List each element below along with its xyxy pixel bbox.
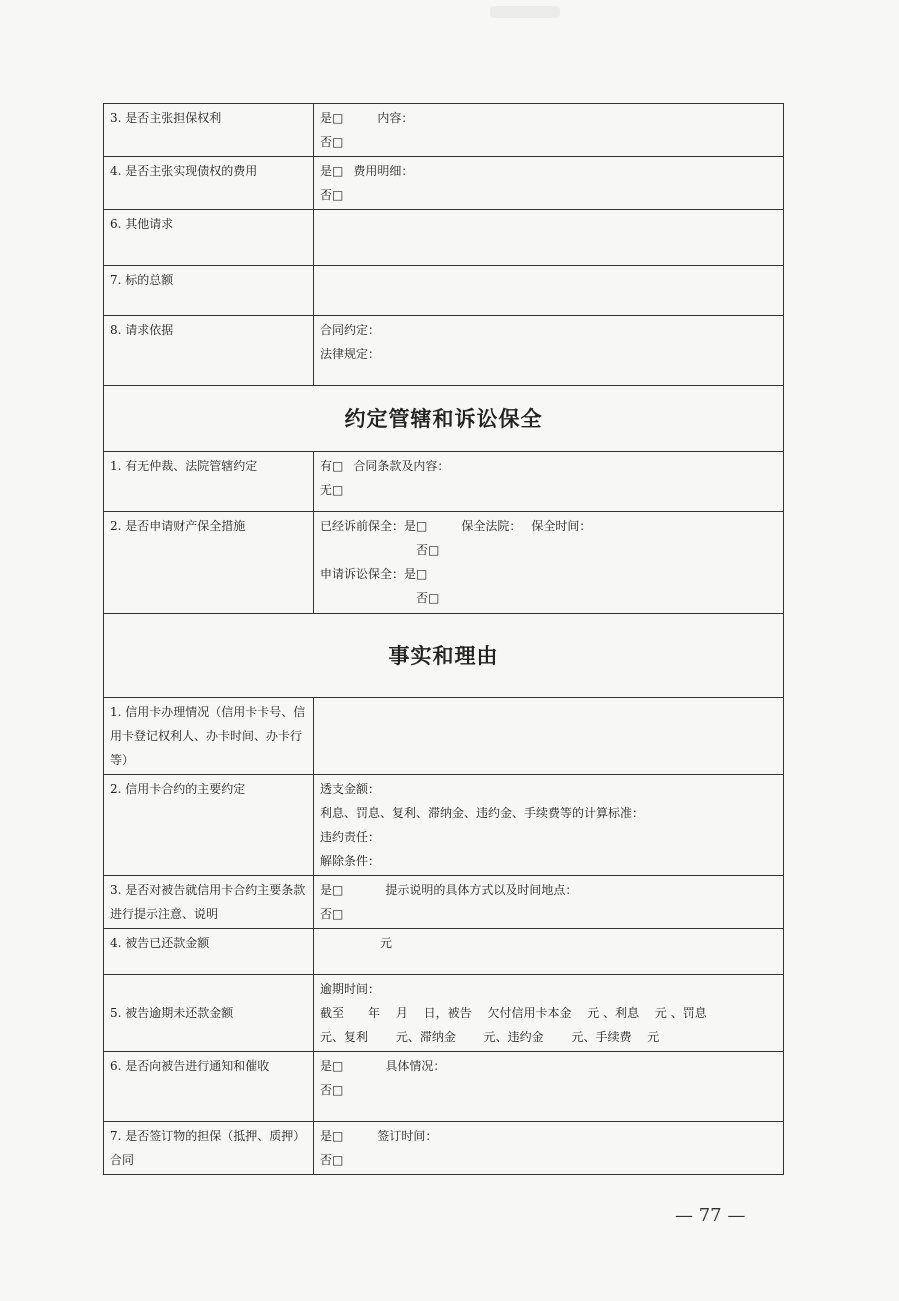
row-label: 8. 请求依据 [104, 316, 314, 386]
row-value-empty[interactable] [314, 210, 784, 266]
row-label: 3. 是否对被告就信用卡合约主要条款进行提示注意、说明 [104, 876, 314, 929]
complaint-form-table [103, 103, 784, 1175]
content-label: 内容： [377, 111, 414, 125]
table-row [104, 266, 784, 316]
content-label: 提示说明的具体方式以及时间地点： [385, 883, 578, 897]
pre-suit-preservation-checkbox[interactable]: 已经诉前保全：是□ [320, 519, 428, 533]
overdue-amount-line: 截至 年 月 日，被告 欠付信用卡本金 元 、利息 元 、罚息 [320, 1006, 707, 1020]
row-value [314, 876, 784, 929]
row-value [314, 929, 784, 975]
table-row [104, 452, 784, 512]
row-value [314, 1122, 784, 1175]
overdue-amount-line-2: 元、复利 元、滞纳金 元、违约金 元、手续费 元 [320, 1030, 660, 1044]
yes-checkbox[interactable]: 是□ [320, 111, 344, 125]
table-row [104, 1052, 784, 1122]
content-label: 具体情况： [385, 1059, 446, 1073]
table-row [104, 104, 784, 157]
no-checkbox[interactable]: 否□ [320, 1083, 344, 1097]
row-value-empty[interactable] [314, 698, 784, 775]
yes-checkbox[interactable]: 有□ [320, 459, 344, 473]
row-label: 5. 被告逾期未还款金额 [104, 975, 314, 1052]
no-checkbox[interactable]: 否□ [320, 1153, 344, 1167]
legal-provision-label: 法律规定： [320, 347, 381, 361]
overdue-time-label: 逾期时间： [320, 982, 381, 996]
contract-agreement-label: 合同约定： [320, 323, 381, 337]
table-row [104, 512, 784, 614]
section-header-row [104, 614, 784, 698]
row-label: 1. 信用卡办理情况（信用卡卡号、信用卡登记权利人、办卡时间、办卡行等） [104, 698, 314, 775]
row-value [314, 512, 784, 614]
table-row [104, 775, 784, 876]
table-row [104, 876, 784, 929]
preservation-court-label: 保全法院： [461, 519, 522, 533]
table-row [104, 929, 784, 975]
no-checkbox[interactable]: 否□ [416, 543, 440, 557]
scan-watermark [490, 6, 560, 18]
overdraft-amount-label: 透支金额： [320, 782, 381, 796]
no-checkbox[interactable]: 无□ [320, 483, 344, 497]
page-number: — 77 — [675, 1205, 746, 1226]
row-value [314, 104, 784, 157]
fee-standard-label: 利息、罚息、复利、滞纳金、违约金、手续费等的计算标准： [320, 806, 645, 820]
row-label: 7. 是否签订物的担保（抵押、质押）合同 [104, 1122, 314, 1175]
liability-label: 违约责任： [320, 830, 381, 844]
table-row [104, 157, 784, 210]
litigation-preservation-checkbox[interactable]: 申请诉讼保全：是□ [320, 567, 428, 581]
yes-checkbox[interactable]: 是□ [320, 164, 344, 178]
row-label: 7. 标的总额 [104, 266, 314, 316]
content-label: 费用明细： [353, 164, 414, 178]
row-value [314, 1052, 784, 1122]
row-label: 4. 被告已还款金额 [104, 929, 314, 975]
no-checkbox[interactable]: 否□ [320, 907, 344, 921]
yes-checkbox[interactable]: 是□ [320, 1059, 344, 1073]
row-label: 6. 其他请求 [104, 210, 314, 266]
row-label: 6. 是否向被告进行通知和催收 [104, 1052, 314, 1122]
content-label: 合同条款及内容： [353, 459, 450, 473]
section-header-row [104, 386, 784, 452]
unit-label: 元 [380, 936, 393, 950]
table-row [104, 698, 784, 775]
row-label: 4. 是否主张实现债权的费用 [104, 157, 314, 210]
no-checkbox[interactable]: 否□ [320, 188, 344, 202]
row-label: 2. 是否申请财产保全措施 [104, 512, 314, 614]
preservation-time-label: 保全时间： [531, 519, 592, 533]
yes-checkbox[interactable]: 是□ [320, 883, 344, 897]
content-label: 签订时间： [377, 1129, 438, 1143]
table-row [104, 1122, 784, 1175]
row-value [314, 975, 784, 1052]
yes-checkbox[interactable]: 是□ [320, 1129, 344, 1143]
section-title: 约定管辖和诉讼保全 [104, 386, 784, 452]
table-row [104, 210, 784, 266]
table-row [104, 316, 784, 386]
section-title: 事实和理由 [104, 614, 784, 698]
row-label: 3. 是否主张担保权利 [104, 104, 314, 157]
table-row [104, 975, 784, 1052]
no-checkbox[interactable]: 否□ [416, 591, 440, 605]
row-value [314, 775, 784, 876]
row-value [314, 316, 784, 386]
row-label: 2. 信用卡合约的主要约定 [104, 775, 314, 876]
row-value-empty[interactable] [314, 266, 784, 316]
termination-label: 解除条件： [320, 854, 381, 868]
row-label: 1. 有无仲裁、法院管辖约定 [104, 452, 314, 512]
row-value [314, 452, 784, 512]
row-value [314, 157, 784, 210]
no-checkbox[interactable]: 否□ [320, 135, 344, 149]
